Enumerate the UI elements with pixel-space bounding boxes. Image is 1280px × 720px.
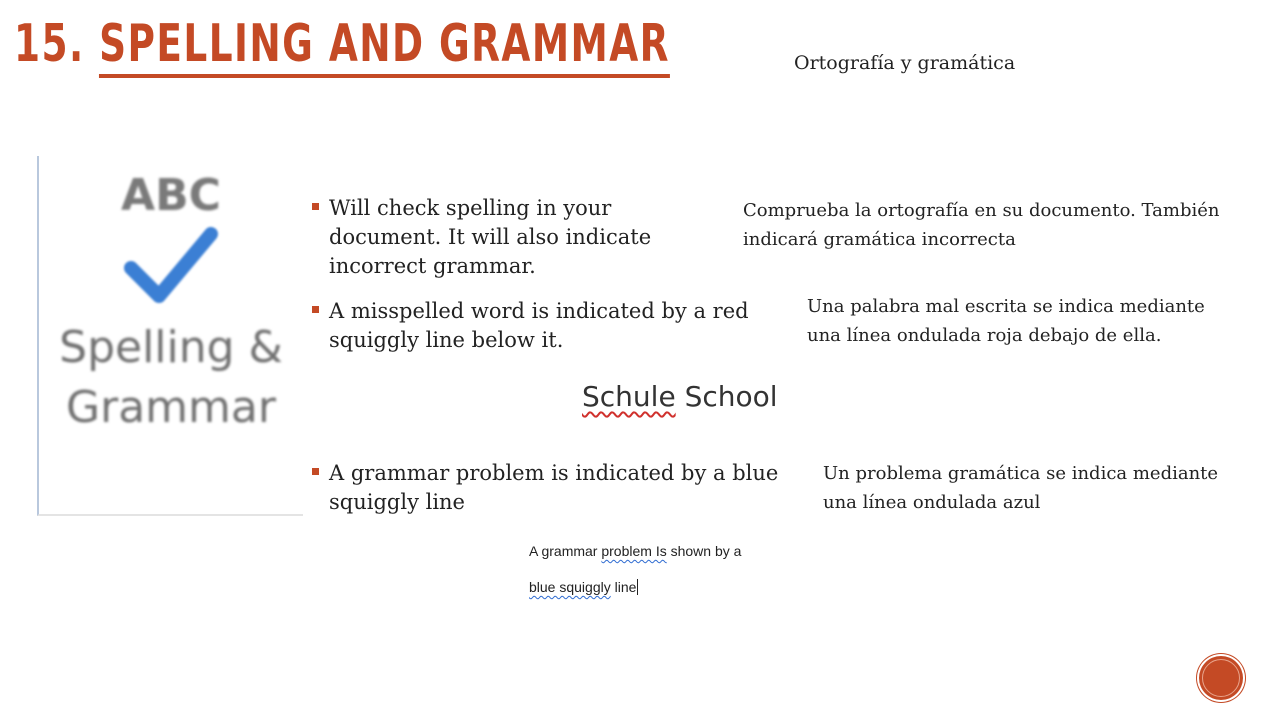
- grammar-example-line1: [529, 543, 741, 559]
- grammar-flagged-text: blue squiggly: [529, 579, 611, 595]
- bullet-marker-icon: [312, 203, 319, 210]
- bullet-translation: Un problema gramática se indica mediante una línea ondulada azul: [823, 463, 1219, 513]
- grammar-example-line2: [529, 579, 638, 595]
- bullet-item: [312, 297, 782, 355]
- grammar-flagged-text: problem Is: [601, 543, 667, 559]
- misspelled-word: Schule: [582, 380, 676, 413]
- bullet-item: [312, 194, 712, 281]
- grammar-text: line: [610, 579, 637, 595]
- bullet-text: A grammar problem is indicated by a blue squiggly line: [329, 461, 779, 514]
- icon-label-line1: Spelling &: [59, 322, 283, 373]
- title-text: SPELLING AND GRAMMAR: [99, 14, 670, 78]
- subtitle-translation: Ortografía y gramática: [794, 52, 1016, 74]
- slide-nav-button[interactable]: [1197, 654, 1245, 702]
- spelling-grammar-label: [39, 318, 303, 438]
- bullet-marker-icon: [312, 306, 319, 313]
- spelling-grammar-button-image: [37, 156, 303, 516]
- grammar-text: A grammar: [529, 543, 602, 559]
- bullet-marker-icon: [312, 468, 319, 475]
- bullet-translation: Una palabra mal escrita se indica mediante una línea ondulada roja debajo de ella.: [807, 296, 1205, 346]
- correct-word: School: [684, 380, 778, 413]
- checkmark-icon: [123, 226, 219, 308]
- spelling-example: [582, 380, 778, 413]
- bullet-text: A misspelled word is indicated by a red squiggly line below it.: [329, 299, 749, 352]
- title-number: 15.: [14, 14, 100, 74]
- bullet-text: Will check spelling in your document. It will also indicate incorrect grammar.: [329, 196, 652, 278]
- text-cursor: [637, 579, 638, 595]
- bullet-translation: Comprueba la ortografía en su documento. También indicará gramática incorrecta: [743, 200, 1220, 250]
- bullet-item: [312, 459, 782, 517]
- abc-label: ABC: [121, 170, 221, 221]
- slide-title: [14, 14, 670, 74]
- grammar-text: shown by a: [666, 543, 742, 559]
- icon-label-line2: Grammar: [66, 382, 276, 433]
